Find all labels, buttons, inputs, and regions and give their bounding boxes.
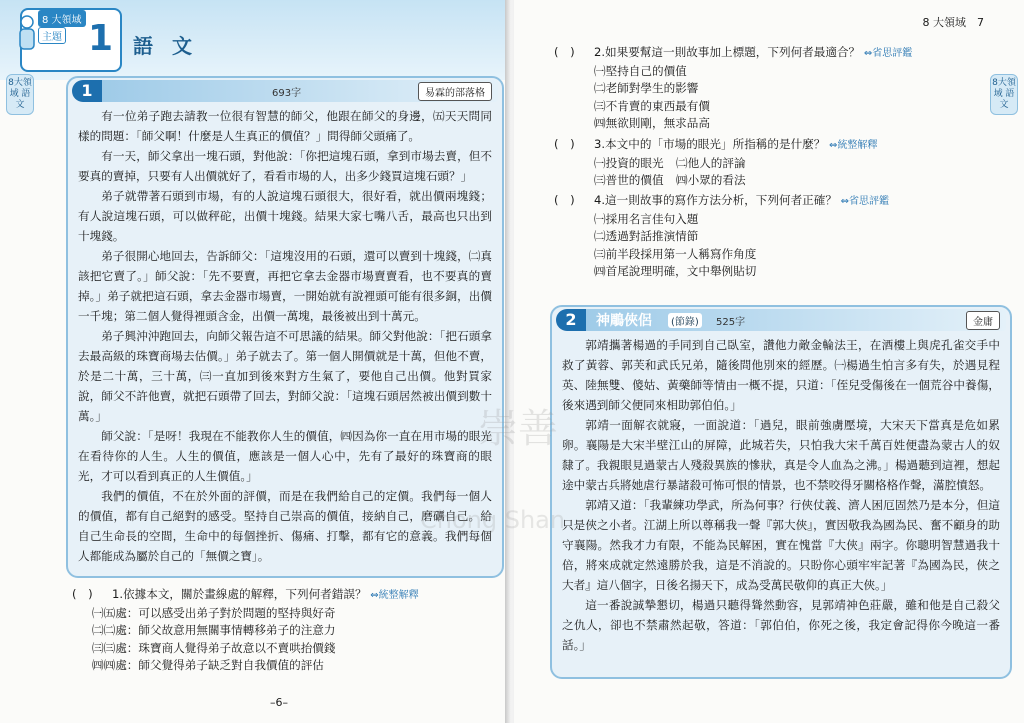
skill-tag: 省思評鑑 <box>872 48 913 59</box>
left-page <box>0 0 510 723</box>
article-1-body <box>78 106 492 566</box>
paragraph: 郭靖攜著楊過的手同到自己臥室，讚他力敵金輪法王，在酒樓上與虎孔雀交手中救了黃蓉、郭芙和武氏兄弟，隨後問他別來的經歷。㈠楊過生怕言多有失，於遇見程英、陸無雙、傻姑、黃藥師等情由一概不提，只道：「侄兒受傷後在一個荒谷中養傷，後來遇到師父便同來相助郭伯伯。」 <box>562 338 1000 412</box>
article-1-source-tag: 易霖的部落格 <box>418 82 492 101</box>
option[interactable]: ㈣㈣處：師父覺得弟子缺乏對自我價值的評估 <box>92 658 324 672</box>
question-1 <box>72 586 502 675</box>
paragraph: 郭靖一面解衣就寢，一面說道：「過兒，眼前強虜壓境，大宋天下當真是危如累卵。襄陽是大宋半壁江山的屏障，此城若失，只怕我大宋千萬百姓便盡為蒙古人的奴隸了。我親眼見過蒙古人殘殺異族的慘狀，真是令人血為之沸。」楊過聽到這裡，想起途中蒙古兵將她虐行暴諸殺可怖可恨的情景，也不禁咬得牙關格格作聲，滿腔憤怒。 <box>562 418 1000 492</box>
article-2-number: 2 <box>556 309 586 331</box>
option[interactable]: ㈢普世的價值 <box>594 173 664 187</box>
option[interactable]: ㈡他人的評論 <box>676 155 746 170</box>
paragraph: 有一天，師父拿出一塊石頭，對他說：「你把這塊石頭，拿到市場去賣，但不要真的賣掉，只要有人出價就好了，看看市場的人，出多少錢買這塊石頭？」 <box>78 149 492 183</box>
article-2-box <box>550 305 1012 679</box>
student-figure-icon <box>16 14 38 54</box>
paragraph: 郭靖又道：「我輩練功學武，所為何事？行俠仗義、濟人困厄固然乃是本分，但這只是俠之小者。江湖上所以尊稱我一聲『郭大俠』，實因敬我為國為民、奮不顧身的助守襄陽。然我才力有限，不能為民解困，實在愧當『大俠』兩字。你聰明智慧過我十倍，將來成就定然遠勝於我，這是不消說的。只盼你心頭牢牢記著『為國為民，俠之大者』這八個字，日後名揚天下，成為受萬民敬仰的真正大俠。」 <box>562 498 1000 592</box>
article-1-header <box>72 80 498 102</box>
question-stem: 3.本文中的「市場的眼光」所指稱的是什麼？ <box>594 137 826 151</box>
paragraph: 弟子興沖沖跑回去，向師父報告這不可思議的結果。師父對他說：「把石頭拿去最高級的珠寶商場去估價。」弟子就去了。第一個人開價就是十萬，但他不賣，於是二十萬，三十萬，㈢一直加到後來對方生氣了，要他自己出價。他對買家說，師父不許他賣，就把石頭帶了回去，對師父說：「這塊石頭居然被出價到數十萬。」 <box>78 329 492 423</box>
article-2-body <box>562 335 1000 655</box>
domain-label: 8 大領域 <box>38 10 86 27</box>
option[interactable]: ㈠採用名言佳句入題 <box>594 211 699 226</box>
side-tab-right: 8大領域 語文 <box>990 74 1018 115</box>
article-1-number: 1 <box>72 80 102 102</box>
option[interactable]: ㈣小眾的看法 <box>676 173 746 187</box>
option[interactable]: ㈢㈢處：珠寶商人覺得弟子故意以不賣哄抬價錢 <box>92 640 336 655</box>
paragraph: 這一番說誠摯懇切，楊過只聽得聳然動容，見郭靖神色莊嚴，雖和他是自己殺父之仇人，卻也不禁肅然起敬，答道：「郭伯伯，你死之後，我定會記得你今晚這一番話。」 <box>562 598 1000 652</box>
option[interactable]: ㈠投資的眼光 <box>594 155 664 170</box>
unit-title: 語 文 <box>133 34 198 58</box>
right-page <box>514 0 1024 723</box>
question-2 <box>554 44 994 133</box>
option[interactable]: ㈣無欲則剛，無求品高 <box>594 116 710 130</box>
link-icon: ⇔ <box>370 590 379 601</box>
skill-tag: 省思評鑑 <box>849 196 890 207</box>
article-1-word-count: 693字 <box>272 88 302 99</box>
paragraph: 我們的價值，不在於外面的評價，而是在我們給自己的定價。我們每一個人的價值，都有自己絕對的感受。堅持自己崇高的價值，接納自己，磨礪自己。給自己生命長的空間，生命中的每個挫折、傷痛、打擊，都有它的意義。我們每個人都能成為屬於自己的「無價之寶」。 <box>78 489 492 563</box>
article-2-title: 神鵰俠侶 <box>596 313 652 329</box>
side-tab-left: 8大領域 語文 <box>6 74 34 115</box>
right-running-header: 8 大領域 7 <box>922 16 984 29</box>
option[interactable]: ㈡老師對學生的影響 <box>594 81 699 95</box>
link-icon: ⇔ <box>840 196 850 207</box>
option[interactable]: ㈣首尾說理明確，文中舉例貼切 <box>594 264 757 278</box>
paragraph: 師父說：「是呀！我現在不能教你人生的價值，㈣因為你一直在用市場的眼光在看待你的人生。人生的價值，應該是一個人心中，先有了最好的珠寶商的眼光，才可以看到真正的人生價值。」 <box>78 429 492 483</box>
article-2-word-count: 525字 <box>716 317 746 328</box>
answer-blank[interactable]: ( ) <box>72 587 93 601</box>
paragraph: 弟子很開心地回去，告訴師父：「這塊沒用的石頭，還可以賣到十塊錢，㈡真該把它賣了。」師父說：「先不要賣，再把它拿去金器市場賣賣看，也不要真的賣掉。」弟子就把這石頭，拿去金器市場賣，一開始就有說裡頭可能有很多銅，出價一千塊；第二個人覺得裡頭含金，出價一萬塊，最後被出到十萬元。 <box>78 249 492 323</box>
option[interactable]: ㈡透過對話推演情節 <box>594 229 699 243</box>
link-icon: ⇔ <box>863 48 873 59</box>
page-number-left: –6– <box>270 696 288 709</box>
option[interactable]: ㈡㈡處：師父故意用無關事情轉移弟子的注意力 <box>92 623 336 637</box>
option[interactable]: ㈢不肯賣的東西最有價 <box>594 98 710 113</box>
answer-blank[interactable]: ( ) <box>554 193 575 207</box>
option[interactable]: ㈠㈤處：可以感受出弟子對於問題的堅持與好奇 <box>92 605 336 620</box>
watermark: 崇善 <box>478 406 558 452</box>
article-2-header <box>556 309 1006 331</box>
answer-blank[interactable]: ( ) <box>554 137 575 151</box>
question-4 <box>554 192 994 281</box>
question-3 <box>554 136 994 190</box>
question-stem: 4.這一則故事的寫作方法分析，下列何者正確？ <box>594 193 837 207</box>
link-icon: ⇔ <box>829 140 838 151</box>
paragraph: 弟子就帶著石頭到市場，有的人說這塊石頭很大，很好看，就出價兩塊錢；有人說這塊石頭，可以做秤砣，出價十塊錢。結果大家七嘴八舌，最高也只出到十塊錢。 <box>78 189 492 243</box>
paragraph: 有一位弟子跑去請教一位很有智慧的師父，他跟在師父的身邊，㈤天天問同樣的問題：「師父啊！什麼是人生真正的價值？」問得師父頭痛了。 <box>78 109 492 143</box>
article-1-box <box>66 76 504 578</box>
article-2-genre: (節錄) <box>668 313 702 328</box>
skill-tag: 統整解釋 <box>378 590 419 601</box>
question-stem: 2.如果要幫這一則故事加上標題，下列何者最適合？ <box>594 45 861 59</box>
unit-number: 1 <box>88 18 114 59</box>
question-stem: 1.依據本文，關於畫線處的解釋，下列何者錯誤？ <box>112 587 367 601</box>
option[interactable]: ㈢前半段採用第一人稱寫作角度 <box>594 246 757 261</box>
theme-label: 主題 <box>38 27 66 44</box>
skill-tag: 統整解釋 <box>837 140 878 151</box>
answer-blank[interactable]: ( ) <box>554 45 575 59</box>
article-2-author-tag: 金庸 <box>966 311 1000 330</box>
option[interactable]: ㈠堅持自己的價值 <box>594 63 687 78</box>
watermark-latin: Chong Shan <box>420 506 566 534</box>
